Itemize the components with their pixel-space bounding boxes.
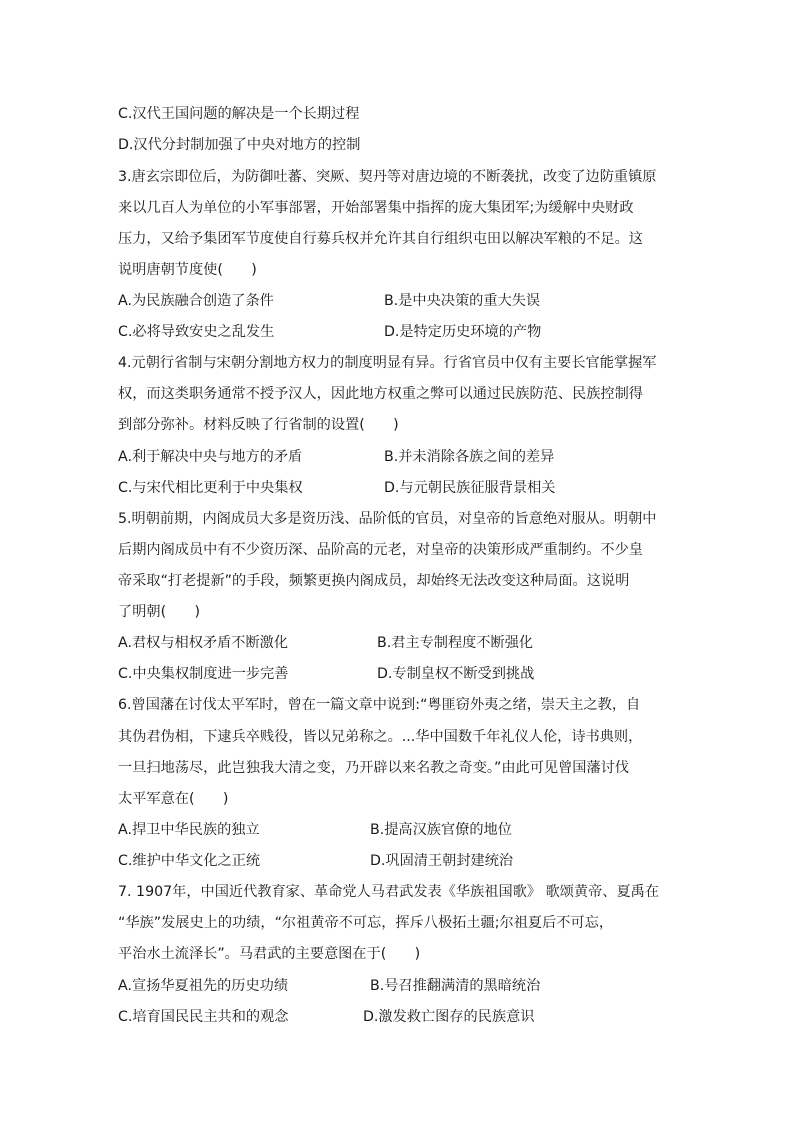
q2-option-c: C.汉代王国问题的解决是一个长期过程 (118, 106, 360, 122)
question-4-line-1: 4.元朝行省制与宋朝分割地方权力的制度明显有异。行省官员中仅有主要长官能掌握军 (118, 355, 657, 371)
question-4-option-b: B.并未消除各族之间的差异 (384, 449, 555, 465)
question-3-line-2: 来以几百人为单位的小军事部署，开始部署集中指挥的庞大集团军;为缓解中央财政 (118, 200, 634, 216)
question-4-line-2: 权，而这类职务通常不授予汉人，因此地方权重之弊可以通过民族防范、民族控制得 (118, 386, 643, 402)
question-4-option-d: D.与元朝民族征服背景相关 (384, 480, 556, 496)
question-3-option-a: A.为民族融合创造了条件 (118, 293, 274, 309)
question-7-option-a: A.宣扬华夏祖先的历史功绩 (118, 978, 289, 994)
question-6-option-b: B.提高汉族官僚的地位 (370, 822, 512, 838)
question-6-option-a: A.捍卫中华民族的独立 (118, 822, 260, 838)
question-4-option-a: A.利于解决中央与地方的矛盾 (118, 449, 303, 465)
question-5-line-4: 了明朝( ) (118, 604, 201, 620)
question-5-line-1: 5.明朝前期，内阁成员大多是资历浅、品阶低的官员，对皇帝的旨意绝对服从。明朝中 (118, 511, 657, 527)
question-5-option-d: D.专制皇权不断受到挑战 (377, 666, 535, 682)
question-3-line-3: 压力，又给予集团军节度使自行募兵权并允许其自行组织屯田以解决军粮的不足。这 (118, 231, 643, 247)
question-5-option-c: C.中央集权制度进一步完善 (118, 666, 289, 682)
question-4-option-c: C.与宋代相比更利于中央集权 (118, 480, 303, 496)
question-6-option-c: C.维护中华文化之正统 (118, 853, 261, 869)
question-3-option-c: C.必将导致安史之乱发生 (118, 324, 275, 340)
question-6-option-d: D.巩固清王朝封建统治 (370, 853, 514, 869)
question-7-option-c: C.培育国民民主共和的观念 (118, 1009, 289, 1025)
question-5-option-b: B.君主专制程度不断强化 (377, 635, 534, 651)
question-6-line-4: 太平军意在( ) (118, 791, 229, 807)
question-6-line-3: 一旦扫地荡尽，此岂独我大清之变，乃开辟以来名教之奇变。”由此可见曾国藩讨伐 (118, 760, 630, 776)
question-7-option-b: B.号召推翻满清的黑暗统治 (370, 978, 541, 994)
question-7-line-2: “华族”发展史上的功绩，“尔祖黄帝不可忘，挥斥八极拓土疆;尔祖夏后不可忘， (118, 915, 614, 931)
question-3-line-4: 说明唐朝节度使( ) (118, 262, 257, 278)
question-3-option-b: B.是中央决策的重大失误 (384, 293, 541, 309)
question-6-line-2: 其伪君伪相，下逮兵卒贱役，皆以兄弟称之。...华中国数千年礼仪人伦，诗书典则， (118, 729, 643, 745)
question-4-line-3: 到部分弥补。材料反映了行省制的设置( ) (118, 417, 399, 433)
question-5-option-a: A.君权与相权矛盾不断激化 (118, 635, 289, 651)
q2-option-d: D.汉代分封制加强了中央对地方的控制 (118, 137, 361, 153)
question-7-option-d: D.激发救亡图存的民族意识 (363, 1009, 535, 1025)
question-3-line-1: 3.唐玄宗即位后，为防御吐蕃、突厥、契丹等对唐边境的不断袭扰，改变了边防重镇原 (118, 169, 657, 185)
question-6-line-1: 6.曾国藩在讨伐太平军时，曾在一篇文章中说到:“粤匪窃外夷之绪，崇天主之教，自 (118, 697, 641, 713)
question-7-line-1: 7. 1907年，中国近代教育家、革命党人马君武发表《华族祖国歌》 歌颂黄帝、夏禹在 (118, 884, 660, 900)
question-3-option-d: D.是特定历史环境的产物 (384, 324, 542, 340)
question-5-line-2: 后期内阁成员中有不少资历深、品阶高的元老，对皇帝的决策形成严重制约。不少皇 (118, 542, 643, 558)
question-5-line-3: 帝采取“打老提新”的手段，频繁更换内阁成员，却始终无法改变这种局面。这说明 (118, 573, 630, 589)
question-7-line-3: 平治水土流泽长”。马君武的主要意图在于( ) (118, 946, 421, 962)
